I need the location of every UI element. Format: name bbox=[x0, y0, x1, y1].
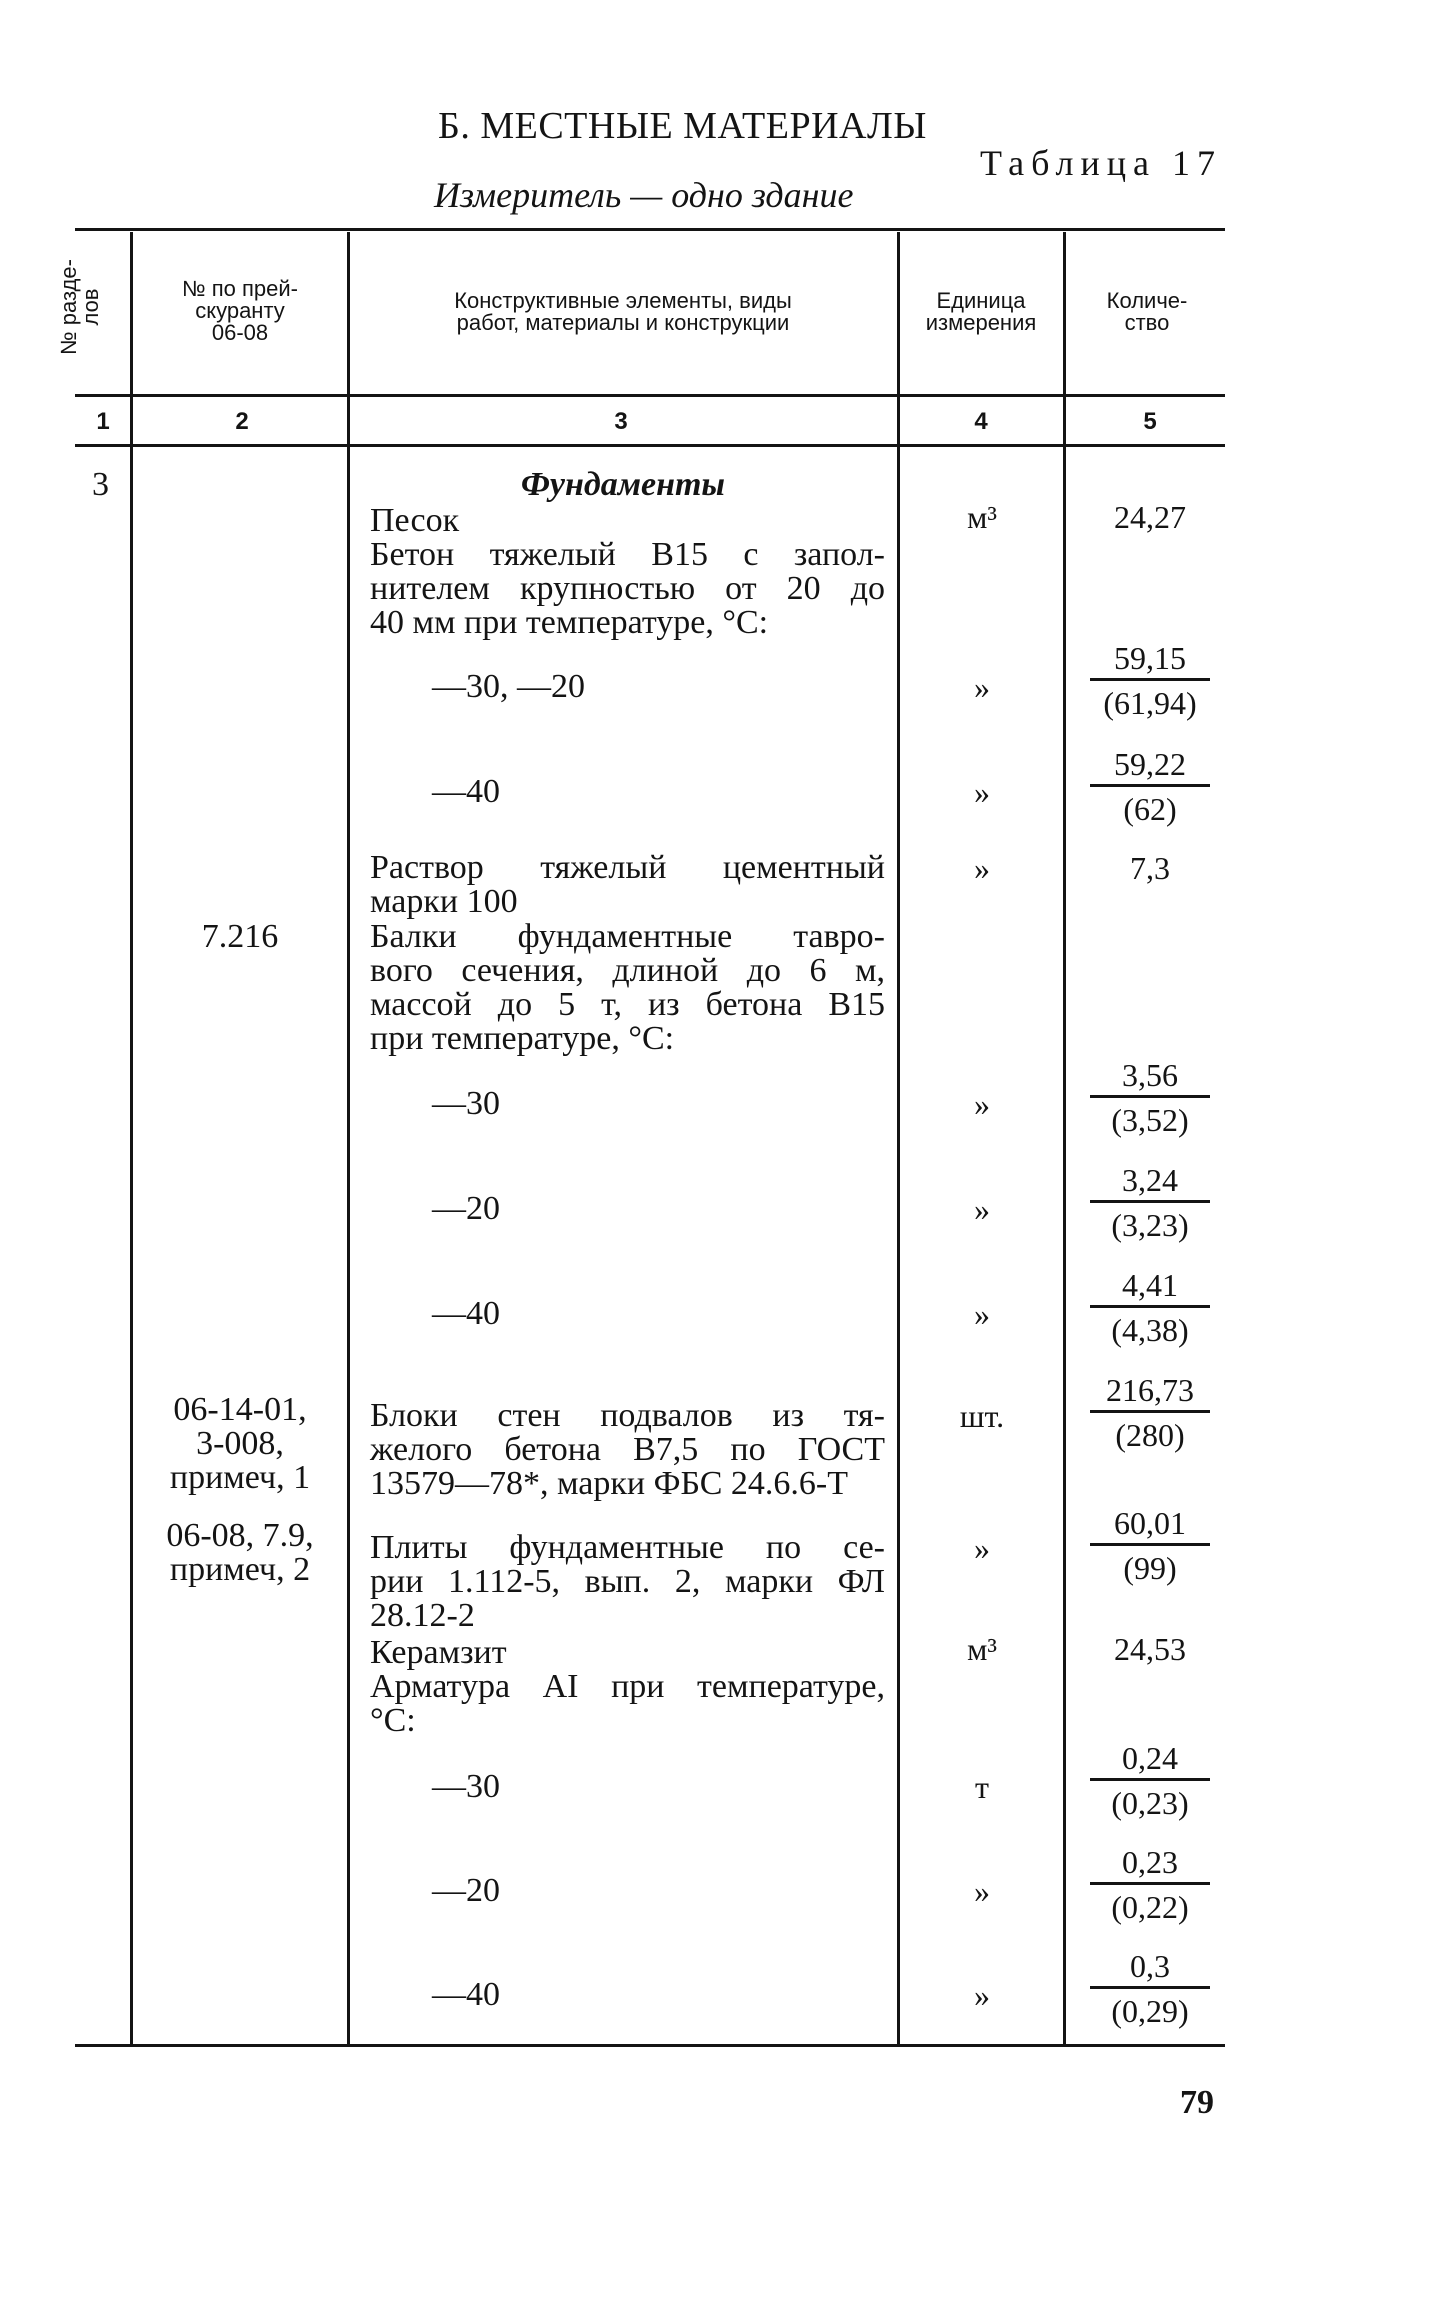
measure-label: Измеритель — одно здание bbox=[434, 175, 854, 215]
quantity-fraction: $\frac{4,41}{(4,38)}$ bbox=[1090, 1265, 1210, 1350]
subheading: Фундаменты bbox=[520, 466, 726, 503]
colnum-bottom-rule bbox=[75, 444, 1225, 447]
column-number: 3 bbox=[614, 408, 628, 435]
item-beams: Балки фундаментные тавро- вого сечения, длиной до 6 м, массой до 5 т, из бетона B15 при температуре, °С: bbox=[370, 918, 885, 1057]
header-section-number: № разде- лов bbox=[56, 259, 103, 355]
header-unit: Единица измерения bbox=[925, 288, 1037, 335]
temp-label: —40 bbox=[432, 1976, 500, 2013]
header-quantity: Количе- ство bbox=[1106, 288, 1188, 335]
unit-cell: » bbox=[974, 1530, 990, 1566]
temp-label: —30 bbox=[432, 1768, 500, 1805]
temp-label: —40 bbox=[432, 1295, 500, 1332]
quantity-fraction: $\frac{0,3}{(0,29)}$ bbox=[1090, 1946, 1210, 2031]
unit-cell: » bbox=[974, 774, 990, 810]
item-slabs: Плиты фундаментные по се- рии 1.112-5, вып. 2, марки ФЛ 28.12-2 bbox=[370, 1529, 885, 1634]
unit-cell: » bbox=[974, 1296, 990, 1332]
table-label: Таблица 17 bbox=[980, 143, 1222, 183]
price-ref: 7.216 bbox=[201, 918, 279, 955]
unit-cell: м³ bbox=[967, 1631, 997, 1667]
quantity-fraction: $\frac{60,01}{(99)}$ bbox=[1090, 1503, 1210, 1588]
header-bottom-rule bbox=[75, 394, 1225, 397]
header-elements: Конструктивные элементы, виды работ, материалы и конструкции bbox=[454, 288, 792, 335]
unit-cell: » bbox=[974, 1873, 990, 1909]
unit-cell: » bbox=[974, 1086, 990, 1122]
price-ref: 06-14-01, 3-008, примеч, 1 bbox=[169, 1391, 311, 1496]
header-price-ref: № по прей- скуранту 06-08 bbox=[182, 276, 298, 345]
temp-label: —40 bbox=[432, 773, 500, 810]
quantity-fraction: $\frac{0,24}{(0,23)}$ bbox=[1090, 1738, 1210, 1823]
temp-label: —20 bbox=[432, 1872, 500, 1909]
item-blocks: Блоки стен подвалов из тя- желого бетона B7,5 по ГОСТ 13579—78*, марки ФБС 24.6.6-Т bbox=[370, 1397, 885, 1502]
column-divider-4 bbox=[1063, 232, 1066, 2044]
column-number: 4 bbox=[974, 408, 988, 435]
column-divider-1 bbox=[130, 232, 133, 2044]
temp-label: —30, —20 bbox=[432, 668, 585, 705]
temp-label: —30 bbox=[432, 1085, 500, 1122]
quantity-cell: 7,3 bbox=[1130, 850, 1170, 886]
unit-cell: м³ bbox=[967, 499, 997, 535]
quantity-fraction: $\frac{0,23}{(0,22)}$ bbox=[1090, 1842, 1210, 1927]
table-top-rule bbox=[75, 228, 1225, 231]
item-sand: Песок bbox=[370, 502, 460, 539]
column-number: 5 bbox=[1143, 408, 1157, 435]
unit-cell: » bbox=[974, 669, 990, 705]
column-divider-3 bbox=[897, 232, 900, 2044]
column-number: 2 bbox=[235, 408, 249, 435]
section-number: 3 bbox=[92, 466, 109, 503]
quantity-fraction: $\frac{59,22}{(62)}$ bbox=[1090, 744, 1210, 829]
table-bottom-rule bbox=[75, 2044, 1225, 2047]
unit-cell: » bbox=[974, 1977, 990, 2013]
item-mortar: Раствор тяжелый цементный марки 100 bbox=[370, 849, 885, 920]
temp-label: —20 bbox=[432, 1190, 500, 1227]
unit-cell: » bbox=[974, 1191, 990, 1227]
quantity-fraction: $\frac{3,56}{(3,52)}$ bbox=[1090, 1055, 1210, 1140]
quantity-fraction: $\frac{3,24}{(3,23)}$ bbox=[1090, 1160, 1210, 1245]
unit-cell: шт. bbox=[959, 1398, 1005, 1434]
price-ref: 06-08, 7.9, примеч, 2 bbox=[166, 1517, 314, 1588]
quantity-cell: 24,53 bbox=[1114, 1631, 1186, 1667]
quantity-cell: 24,27 bbox=[1114, 499, 1186, 535]
unit-cell: » bbox=[974, 850, 990, 886]
item-concrete: Бетон тяжелый B15 с запол- нителем крупностью от 20 до 40 мм при температуре, °С: bbox=[370, 536, 885, 641]
column-number: 1 bbox=[96, 408, 110, 435]
item-clay: Керамзит bbox=[370, 1634, 507, 1671]
item-rebar: Арматура AI при температуре, °С: bbox=[370, 1668, 885, 1739]
page-number: 79 bbox=[1180, 2084, 1214, 2121]
section-title: Б. МЕСТНЫЕ МАТЕРИАЛЫ bbox=[438, 105, 927, 147]
quantity-fraction: $\frac{59,15}{(61,94)}$ bbox=[1090, 638, 1210, 723]
quantity-fraction: $\frac{216,73}{(280)}$ bbox=[1090, 1370, 1210, 1455]
column-divider-2 bbox=[347, 232, 350, 2044]
unit-cell: т bbox=[975, 1769, 989, 1805]
